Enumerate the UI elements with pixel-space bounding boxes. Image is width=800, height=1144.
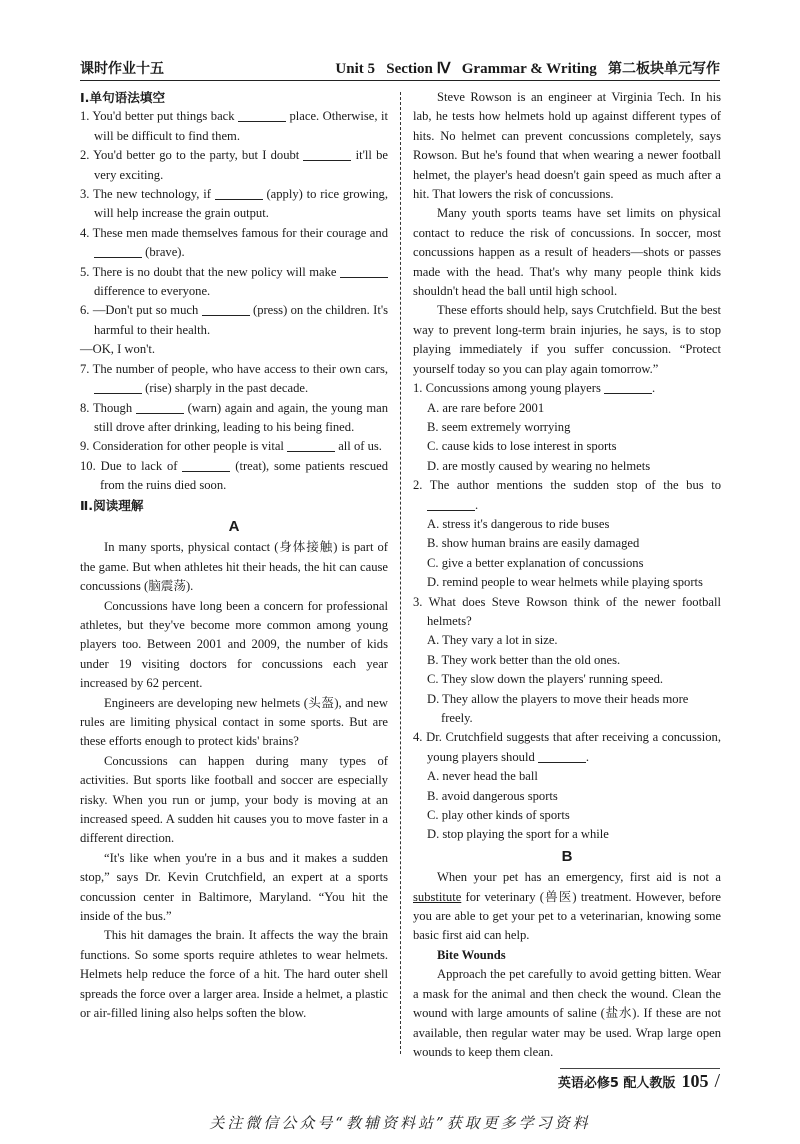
question-text-start: 8. Though: [80, 400, 136, 415]
mc-question-stem: [413, 476, 721, 515]
topic-label: Grammar & Writing: [461, 61, 597, 77]
question-text-start: 3. The new technology, if: [80, 187, 215, 202]
mc-option: B. They work better than the old ones.: [427, 652, 621, 667]
answer-blank: [604, 381, 652, 394]
grammar-question: [80, 301, 388, 340]
passage-a-paragraph: These efforts should help, says Crutchfield. But the best way to prevent long-term brain injuries, he says, is to stop playing immediately if you suffer concussion. “Protect yourself today so you can play again tomorrow.”: [413, 303, 721, 376]
column-divider: [400, 92, 401, 1054]
footer-rule: [560, 1068, 720, 1069]
passage-a-paragraph: This hit damages the brain. It affects the way the brain functions. So some sports require athletes to wear helmets. Helmets help reduce the force of a hit. The hard outer shell spreads the force over a larger area. Inside a helmet, a plastic or air-filled lining also helps soften the blow.: [80, 928, 388, 1021]
passage-a-paragraph: “It's like when you're in a bus and it makes a sudden stop,” says Dr. Kevin Crutchfield, an expert at a sports concussion center in Baltimore, Maryland. “You hit the inside of the bus.”: [80, 850, 388, 924]
passage-a-paragraph: Engineers are developing new helmets (头盔), and new rules are limiting physical contact in some sports. But are these efforts enough to protect kids' brains?: [80, 695, 388, 749]
answer-blank: [287, 439, 335, 452]
passage-a-paragraph: Concussions can happen during many types of activities. But sports like football and soccer are especially risky. When you run or jump, your body is moving at an increased speed. A sudden hit causes you to move faster in a different direction.: [80, 753, 388, 846]
stem-text: 1. Concussions among young players: [413, 381, 604, 396]
mc-option: D. stop playing the sport for a while: [427, 827, 609, 842]
answer-blank: [94, 245, 142, 258]
answer-blank: [136, 401, 184, 414]
page-header: [80, 54, 720, 78]
mc-option: C. cause kids to lose interest in sports: [427, 439, 617, 454]
mc-option: A. are rare before 2001: [427, 400, 545, 415]
question-text-start: 2. You'd better go to the party, but I doubt: [80, 148, 304, 163]
question-text-start: 10. Due to lack of: [80, 458, 183, 473]
passage-a-paragraph: Concussions have long been a concern for professional athletes, but they've become more common among young players too. Between 2001 and 2009, the number of kids under 19 visiting doctors for concussions each year increased by 62 percent.: [80, 598, 388, 691]
question-text-start: 6. —Don't put so much: [80, 303, 202, 318]
question-text-start: 7. The number of people, who have access to their own cars,: [80, 361, 388, 376]
stem-text: 4. Dr. Crutchfield suggests that after receiving a concussion, young players should: [413, 730, 721, 764]
footer-slash: /: [714, 1070, 720, 1092]
question-text-end: difference to everyone.: [94, 284, 211, 299]
answer-blank: [303, 148, 351, 161]
stem-end: .: [585, 749, 590, 764]
module-label: 第二板块单元写作: [608, 61, 720, 77]
dialogue-reply: —OK, I won't.: [80, 342, 156, 357]
underlined-word: substitute: [413, 889, 462, 904]
mc-option: B. avoid dangerous sports: [427, 788, 558, 803]
grammar-question: [80, 107, 388, 146]
stem-end: .: [652, 381, 656, 396]
reading-question-list: [413, 379, 721, 845]
mc-option: A. They vary a lot in size.: [427, 633, 558, 648]
question-text-end: (warn) again and again, the young man still drove after drinking, leading to his being fined.: [94, 400, 389, 434]
grammar-question: [80, 360, 388, 399]
answer-blank: [94, 381, 142, 394]
unit-heading: [335, 58, 720, 78]
passage-b-label: B: [561, 847, 573, 865]
mc-option: B. seem extremely worrying: [427, 419, 571, 434]
stem-text: 3. What does Steve Rowson think of the newer football helmets?: [413, 594, 721, 628]
mc-option: C. play other kinds of sports: [427, 808, 570, 823]
answer-blank: [340, 265, 388, 278]
passage-b-intro: [413, 868, 721, 946]
question-text-end: it'll be very exciting.: [94, 148, 388, 182]
answer-blank: [538, 750, 586, 763]
mc-option: D. are mostly caused by wearing no helmets: [427, 458, 651, 473]
intro-text-1: When your pet has an emergency, first aid is not a: [437, 870, 721, 885]
page-footer: [558, 1070, 720, 1093]
question-text-end: (apply) to rice growing, will help increase the grain output.: [94, 187, 388, 221]
grammar-question: [80, 146, 388, 185]
section-label: Section Ⅳ: [386, 61, 451, 77]
left-column: [80, 88, 388, 1024]
header-rule: [80, 80, 720, 81]
question-text-start: 9. Consideration for other people is vital: [80, 439, 288, 454]
answer-blank: [182, 459, 230, 472]
question-text-end: place. Otherwise, it will be difficult to find them.: [94, 109, 388, 143]
grammar-question: [80, 224, 388, 263]
section-2-title: Ⅱ.阅读理解: [80, 497, 144, 513]
section-1-title: Ⅰ.单句语法填空: [80, 90, 166, 105]
question-text-end: (treat), some patients rescued from the ruins died soon.: [100, 458, 388, 493]
page-number: 105: [681, 1071, 709, 1091]
grammar-question: [80, 437, 388, 456]
question-text-end: (brave).: [142, 245, 185, 260]
book-label: 英语必修5 配人教版: [557, 1076, 676, 1091]
mc-option: D. They allow the players to move their heads more freely.: [427, 691, 689, 725]
question-text-end: all of us.: [335, 439, 382, 454]
passage-a-paragraph: Many youth sports teams have set limits on physical contact to reduce the risk of concussions. In soccer, most concussions happen as a result of headers—shots or passes made with the head. That's why many people think kids shouldn't head the ball until high school.: [413, 206, 721, 299]
mc-option: A. stress it's dangerous to ride buses: [427, 516, 610, 531]
mc-option: D. remind people to wear helmets while playing sports: [427, 575, 703, 590]
passage-b-subheading: Bite Wounds: [437, 947, 506, 962]
grammar-question-list: [80, 107, 388, 495]
mc-option: B. show human brains are easily damaged: [427, 536, 640, 551]
unit-label: Unit 5: [335, 61, 375, 77]
stem-text: 2. The author mentions the sudden stop of the bus to: [413, 478, 721, 493]
passage-b-paragraph: Approach the pet carefully to avoid getting bitten. Wear a mask for the animal and then check the wound. Clean the wound with large amounts of saline (盐水). If these are not available, then regular water may be used. Wrap large open wounds to keep them clean.: [413, 967, 721, 1059]
question-text-start: 1. You'd better put things back: [80, 109, 239, 124]
grammar-question: [80, 457, 388, 496]
mc-question-stem: [413, 379, 721, 398]
passage-a-part2: [413, 88, 721, 379]
intro-text-2: for veterinary (兽医) treatment. However, before you are able to get your pet to a veterinarian, knowing some basic first aid can help.: [413, 889, 721, 943]
passage-a-part1: [80, 538, 388, 1023]
answer-blank: [238, 109, 286, 122]
mc-option: A. never head the ball: [427, 769, 538, 784]
passage-a-paragraph: In many sports, physical contact (身体接触) is part of the game. But when athletes hit their heads, the hit can cause concussions (脑震荡).: [80, 540, 388, 594]
mc-question-stem: [413, 728, 721, 767]
question-text-start: 5. There is no doubt that the new policy will make: [80, 264, 340, 279]
question-text-start: 4. These men made themselves famous for their courage and: [80, 225, 388, 240]
grammar-question: [80, 399, 388, 438]
mc-option: C. They slow down the players' running speed.: [427, 672, 664, 687]
answer-blank: [202, 303, 250, 316]
assignment-title: 课时作业十五: [80, 61, 164, 77]
answer-blank: [215, 187, 263, 200]
passage-a-label: A: [228, 517, 240, 535]
answer-blank: [427, 498, 475, 511]
watermark-text: 关注微信公众号“教辅资料站”获取更多学习资料: [209, 1114, 591, 1132]
mc-option: C. give a better explanation of concussions: [427, 555, 644, 570]
right-column: [413, 88, 721, 1062]
passage-a-paragraph: Steve Rowson is an engineer at Virginia Tech. In his lab, he tests how helmets hold up against different types of hits. No helmet can prevent concussions completely, says Rowson. But he's found that when wearing a newer football helmet, the player's head doesn't gain speed as much after a hit. That lowers the risk of concussions.: [413, 90, 721, 202]
grammar-question: [80, 185, 388, 224]
mc-question-stem: [413, 593, 721, 632]
grammar-question: [80, 263, 388, 302]
question-text-end: (rise) sharply in the past decade.: [142, 381, 309, 396]
question-text-end: (press) on the children. It's harmful to their health.: [94, 303, 388, 337]
stem-end: .: [475, 497, 479, 512]
